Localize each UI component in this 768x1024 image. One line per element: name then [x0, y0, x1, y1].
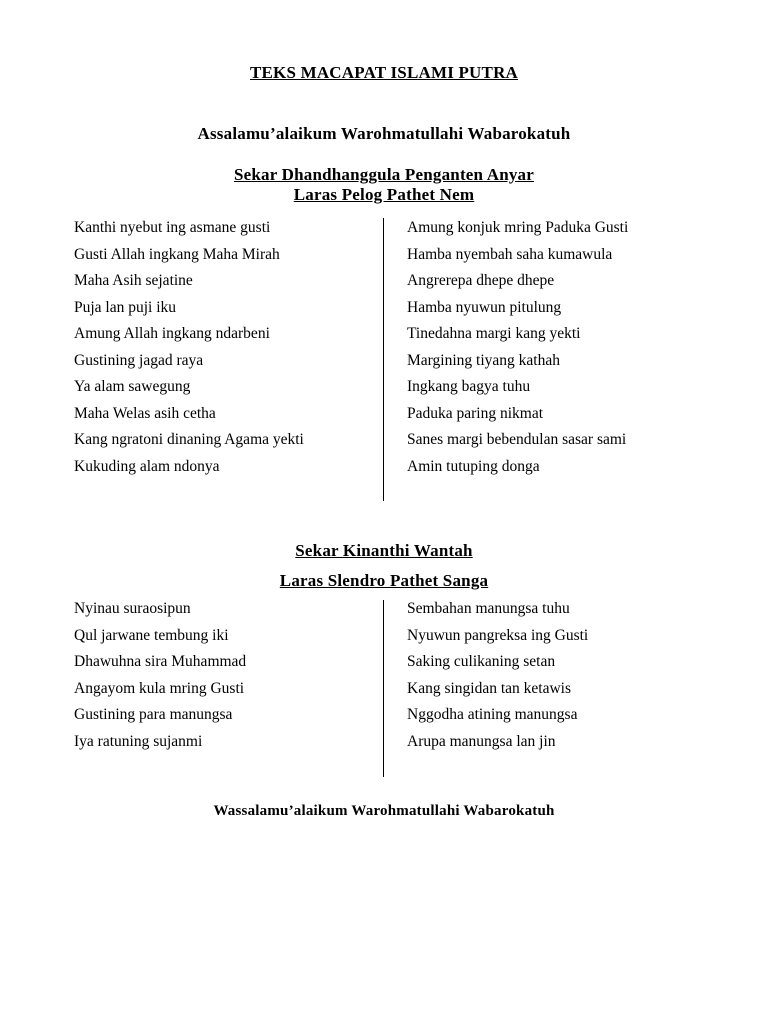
verse-line: Amung konjuk mring Paduka Gusti: [407, 219, 629, 236]
verse-line: Iya ratuning sujanmi: [74, 732, 203, 750]
verse-line: Maha Asih sejatine: [74, 272, 193, 289]
verse-line: Saking culikaning setan: [407, 653, 556, 670]
verse-line: Tinedahna margi kang yekti: [407, 325, 581, 342]
verse-line: Nggodha atining manungsa: [407, 706, 578, 723]
verse-line: Sanes margi bebendulan sasar sami: [407, 431, 627, 448]
verse-line: Hamba nyuwun pitulung: [407, 298, 562, 316]
section1-heading-sekar: Sekar Dhandhanggula Penganten Anyar: [233, 165, 534, 184]
verse-line: Nyuwun pangreksa ing Gusti: [407, 626, 589, 644]
verse-line: Kang singidan tan ketawis: [407, 679, 572, 697]
verse-line: Arupa manungsa lan jin: [407, 732, 556, 750]
verse-line: Puja lan puji iku: [74, 298, 177, 316]
verse-line: Maha Welas asih cetha: [74, 404, 216, 422]
verse-line: Gustining para manungsa: [74, 706, 233, 723]
section2-column-divider: [383, 600, 384, 777]
verse-line: Kanthi nyebut ing asmane gusti: [74, 219, 271, 236]
verse-line: Sembahan manungsa tuhu: [407, 600, 570, 617]
section2-heading-sekar: Sekar Kinanthi Wantah: [295, 541, 473, 560]
verse-line: Kukuding alam ndonya: [74, 457, 220, 475]
opening-greeting: Assalamu’alaikum Warohmatullahi Wabarokatuh: [197, 124, 571, 143]
verse-line: Ya alam sawegung: [74, 378, 191, 395]
verse-line: Hamba nyembah saha kumawula: [407, 245, 613, 263]
verse-line: Angrerepa dhepe dhepe: [407, 272, 555, 289]
verse-line: Margining tiyang kathah: [407, 351, 560, 369]
verse-line: Kang ngratoni dinaning Agama yekti: [74, 431, 304, 448]
verse-line: Paduka paring nikmat: [407, 404, 544, 422]
section1-heading-laras: Laras Pelog Pathet Nem: [293, 185, 475, 204]
section2-right-column: [407, 599, 588, 758]
verse-line: Ingkang bagya tuhu: [407, 378, 531, 395]
verse-line: Amin tutuping donga: [407, 457, 540, 475]
section1-column-divider: [383, 218, 384, 501]
closing-greeting: Wassalamu’alaikum Warohmatullahi Wabarokatuh: [213, 803, 555, 819]
verse-line: Gustining jagad raya: [74, 351, 204, 369]
document-title: TEKS MACAPAT ISLAMI PUTRA: [249, 63, 519, 82]
verse-line: Amung Allah ingkang ndarbeni: [74, 325, 270, 342]
verse-line: Qul jarwane tembung iki: [74, 626, 229, 644]
section1-left-column: [74, 218, 304, 483]
section2-heading-laras: Laras Slendro Pathet Sanga: [279, 571, 489, 590]
section1-right-column: [407, 218, 628, 483]
verse-line: Dhawuhna sira Muhammad: [74, 653, 247, 670]
verse-line: Gusti Allah ingkang Maha Mirah: [74, 245, 280, 263]
verse-line: Angayom kula mring Gusti: [74, 679, 245, 697]
section2-left-column: [74, 599, 246, 758]
verse-line: Nyinau suraosipun: [74, 600, 191, 617]
